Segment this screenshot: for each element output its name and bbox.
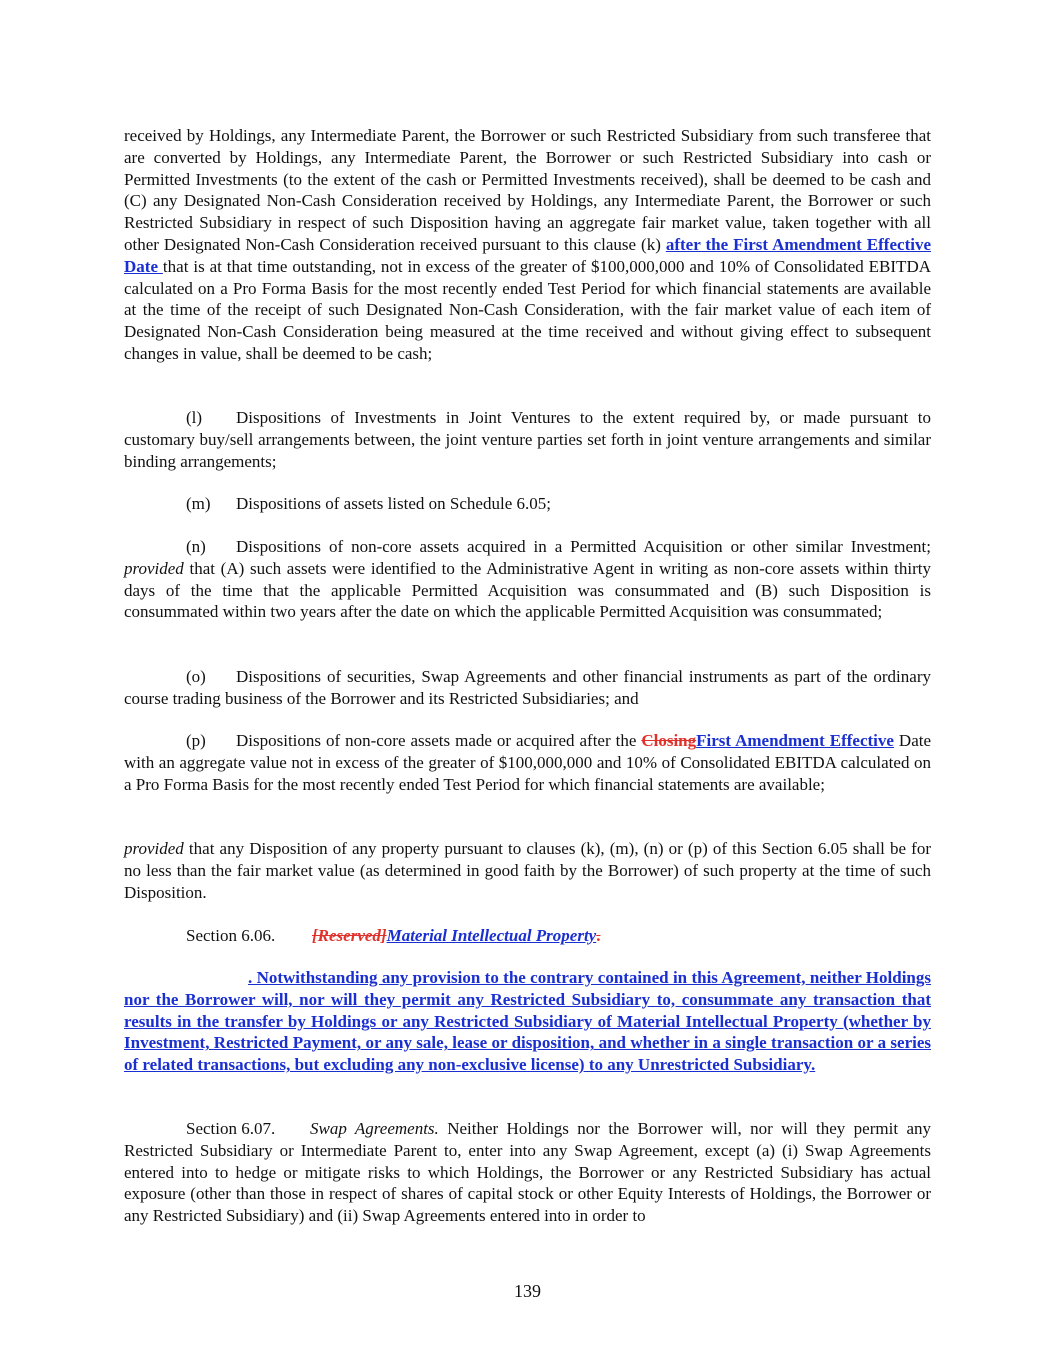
- clause-n-italic: provided: [124, 558, 184, 578]
- section-6-06-deleted-period: .: [596, 926, 601, 945]
- proviso-text: that any Disposition of any property pursuant to clauses (k), (m), (n) or (p) of this Section 6.05 shall be for no less than the fair market value (as determined in good faith by the Borrower) of such property at the time of such Disposition.: [124, 839, 931, 902]
- clause-m: [124, 493, 931, 515]
- clause-p: [124, 730, 931, 795]
- clause-m-label: (m): [186, 494, 211, 513]
- clause-o-text: Dispositions of securities, Swap Agreements and other financial instruments as part of the ordinary course trading business of the Borrower and its Restricted Subsidiaries; and: [124, 667, 931, 708]
- clause-p-insertion: First Amendment Effective: [696, 731, 894, 750]
- section-6-07-title: Swap Agreements.: [310, 1119, 439, 1138]
- clause-o-label: (o): [186, 667, 206, 686]
- clause-p-text-1: Dispositions of non-core assets made or acquired after the: [236, 731, 642, 750]
- section-6-07: [124, 1118, 931, 1227]
- section-6-06-deleted-title: [Reserved]: [312, 926, 387, 945]
- section-6-07-text: Neither Holdings nor the Borrower will, nor will they permit any Restricted Subsidiary or Intermediate Parent to, enter into any Swap Agreement, except (a) (i) Swap Agreements entered into to hedge or mitigate risks to which Holdings, the Borrower or any Restricted Subsidiary has actual exposure (other than those in respect of shares of capital stock or other Equity Interests of Holdings, the Borrower or any Restricted Subsidiary) and (ii) Swap Agreements entered into in order to: [124, 1119, 931, 1226]
- section-6-06-inserted-title: Material Intellectual Property: [386, 926, 597, 945]
- clause-l: [124, 407, 931, 472]
- clause-k-insertion: after the First Amendment Effective Date: [124, 234, 931, 276]
- proviso-italic: provided: [124, 839, 184, 858]
- section-6-06-number: Section 6.06.: [186, 926, 276, 945]
- clause-o: [124, 666, 931, 710]
- clause-m-text: Dispositions of assets listed on Schedule 6.05;: [236, 494, 551, 513]
- page-number: 139: [514, 1281, 541, 1301]
- clause-p-deletion: Closing: [641, 731, 697, 750]
- clause-n-text-1: Dispositions of non-core assets acquired in a Permitted Acquisition or other similar Investment;: [236, 537, 931, 556]
- section-6-07-number: Section 6.07.: [186, 1119, 276, 1138]
- proviso-paragraph: [124, 838, 931, 903]
- clause-k-text-before: received by Holdings, any Intermediate Parent, the Borrower or such Restricted Subsidiary from such transferee that are converted by Holdings, any Intermediate Parent, the Borrower or such Restricted Subsidiary into cash or Permitted Investments (to the extent of the cash or Permitted Investments received), shall be deemed to be cash and (C) any Designated Non-Cash Consideration received by Holdings, any Intermediate Parent, the Borrower or such Restricted Subsidiary in respect of such Disposition having an aggregate fair market value, taken together with all other Designated Non-Cash Consideration received pursuant to this clause (k): [124, 126, 931, 254]
- section-6-06-inserted-text: . Notwithstanding any provision to the contrary contained in this Agreement, neither Holdings nor the Borrower will, nor will they permit any Restricted Subsidiary to, consummate any transaction that results in the transfer by Holdings or any Restricted Subsidiary of Material Intellectual Property (whether by Investment, Restricted Payment, or any sale, lease or disposition, and whether in a single transaction or a series of related transactions, but excluding any non-exclusive license) to any Unrestricted Subsidiary.: [124, 968, 931, 1075]
- clause-p-label: (p): [186, 731, 206, 750]
- clause-n-text-2: that (A) such assets were identified to the Administrative Agent in writing as non-core assets within thirty days of the time that the applicable Permitted Acquisition was consummated and (B) such Disposition is consummated within two years after the date on which the applicable Permitted Acquisition was consummated;: [124, 558, 931, 622]
- clause-k-text-after: that is at that time outstanding, not in excess of the greater of $100,000,000 and 10% of Consolidated EBITDA calculated on a Pro Forma Basis for the most recently ended Test Period for which financial statements are available at the time of the receipt of such Designated Non-Cash Consideration, with the fair market value of each item of Designated Non-Cash Consideration being measured at the time received and without giving effect to subsequent changes in value, shall be deemed to be cash;: [124, 256, 931, 363]
- section-6-06-body: [124, 967, 931, 1076]
- clause-k-continuation: [124, 125, 931, 365]
- clause-n: [124, 536, 931, 623]
- clause-l-label: (l): [186, 408, 203, 427]
- clause-n-label: (n): [186, 537, 206, 556]
- clause-p-text-2: Date with an aggregate value not in excess of the greater of $100,000,000 and 10% of Consolidated EBITDA calculated on a Pro Forma Basis for the most recently ended Test Period for which financial statements are available;: [124, 731, 932, 794]
- clause-l-text: Dispositions of Investments in Joint Ventures to the extent required by, or made pursuant to customary buy/sell arrangements between, the joint venture parties set forth in joint venture arrangements and similar binding arrangements;: [124, 408, 931, 471]
- section-6-06-heading: [124, 925, 931, 947]
